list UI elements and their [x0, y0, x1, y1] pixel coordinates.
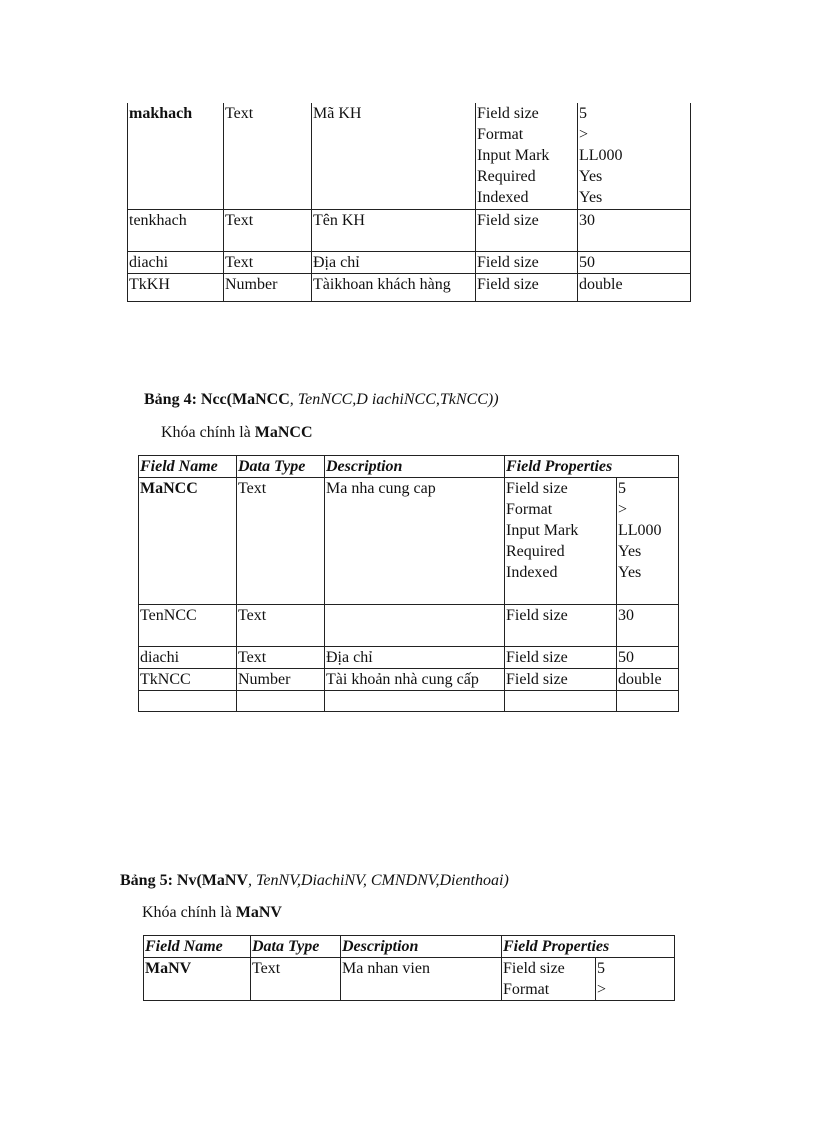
description-cell: Tài khoản nhà cung cấp: [325, 669, 505, 691]
property-name: Format: [503, 981, 550, 998]
property-names-cell: [505, 669, 617, 691]
property-value: 5: [597, 960, 605, 977]
data-type-cell: Text: [224, 251, 312, 273]
table-header-row: [144, 936, 675, 958]
property-names-cell: [502, 958, 596, 1001]
property-names-cell: [476, 251, 578, 273]
data-type-cell: Text: [237, 605, 325, 647]
description-cell: Ma nha cung cap: [325, 478, 505, 605]
header-description: Description: [341, 936, 502, 958]
header-data-type: Data Type: [237, 456, 325, 478]
header-field-properties: Field Properties: [502, 936, 675, 958]
property-name: Required: [477, 168, 536, 185]
property-name: Format: [506, 501, 553, 518]
primary-key-value: MaNV: [235, 904, 282, 921]
empty-cell: [505, 691, 617, 712]
property-value: 30: [618, 607, 634, 624]
field-name-cell: TkNCC: [139, 669, 237, 691]
field-name-cell: TkKH: [128, 273, 224, 301]
header-data-type: Data Type: [251, 936, 341, 958]
table-row: [139, 605, 679, 647]
primary-key-value: MaNCC: [254, 424, 313, 441]
property-name: Field size: [477, 105, 539, 122]
description-cell: Ma nhan vien: [341, 958, 502, 1001]
description-cell: Địa chỉ: [312, 251, 476, 273]
table5-caption-attributes: , TenNV,DiachiNV, CMNDNV,Dienthoai): [248, 872, 509, 889]
property-name: Indexed: [506, 564, 558, 581]
description-cell: Địa chỉ: [325, 647, 505, 669]
table-header-row: [139, 456, 679, 478]
table-row: [139, 669, 679, 691]
table-customer-fields: [127, 103, 691, 302]
description-cell: [325, 605, 505, 647]
data-type-cell: Number: [237, 669, 325, 691]
data-type-cell: Text: [224, 103, 312, 209]
table-row-empty: [139, 691, 679, 712]
property-values-cell: [578, 209, 691, 251]
table-employee-fields: [143, 935, 675, 1001]
property-values-cell: [578, 273, 691, 301]
property-value: double: [579, 275, 623, 293]
description-cell: Mã KH: [312, 103, 476, 209]
property-name: Field size: [506, 480, 568, 497]
header-field-properties: Field Properties: [505, 456, 679, 478]
description-cell: Tàikhoan khách hàng: [312, 273, 476, 301]
property-names-cell: [505, 605, 617, 647]
property-value: 30: [579, 211, 595, 229]
property-names-cell: [505, 478, 617, 605]
table5-caption-title: Bảng 5: Nv(MaNV: [120, 872, 248, 889]
property-names-cell: [476, 103, 578, 209]
table-supplier-fields: [138, 455, 679, 712]
table5-primary-key: [142, 904, 282, 922]
table4-primary-key: [161, 424, 313, 442]
property-values-cell: [617, 647, 679, 669]
property-names-cell: [505, 647, 617, 669]
property-names-cell: [476, 209, 578, 251]
header-field-name: Field Name: [139, 456, 237, 478]
field-name-cell: MaNCC: [139, 478, 237, 605]
property-name: Field size: [477, 275, 539, 293]
data-type-cell: Number: [224, 273, 312, 301]
property-value: 50: [618, 649, 634, 666]
property-name: Field size: [477, 211, 539, 229]
property-value: Yes: [618, 564, 642, 581]
property-value: Yes: [618, 543, 642, 560]
empty-cell: [325, 691, 505, 712]
property-name: Field size: [506, 649, 568, 666]
property-value: double: [618, 671, 662, 688]
property-name: Field size: [503, 960, 565, 977]
field-name-cell: makhach: [128, 103, 224, 209]
property-value: Yes: [579, 189, 603, 206]
property-value: 50: [579, 253, 595, 271]
property-names-cell: [476, 273, 578, 301]
primary-key-label: Khóa chính là: [161, 424, 255, 441]
field-name-cell: tenkhach: [128, 209, 224, 251]
table-row: [128, 103, 691, 209]
property-values-cell: [617, 669, 679, 691]
property-name: Required: [506, 543, 565, 560]
table-row: [139, 647, 679, 669]
property-value: 5: [579, 105, 587, 122]
property-value: Yes: [579, 168, 603, 185]
table4-caption: [144, 391, 499, 409]
field-name-cell: MaNV: [144, 958, 251, 1001]
property-values-cell: [578, 103, 691, 209]
primary-key-label: Khóa chính là: [142, 904, 236, 921]
data-type-cell: Text: [224, 209, 312, 251]
field-name-cell: diachi: [139, 647, 237, 669]
table4-caption-title: Bảng 4: Ncc(MaNCC: [144, 391, 290, 408]
empty-cell: [139, 691, 237, 712]
table-row: [128, 251, 691, 273]
table-row: [128, 273, 691, 301]
property-name: Field size: [506, 607, 568, 624]
table5-caption: [120, 872, 509, 890]
property-value: >: [597, 981, 607, 998]
property-value: >: [618, 501, 628, 518]
property-values-cell: [617, 478, 679, 605]
property-values-cell: [617, 605, 679, 647]
data-type-cell: Text: [237, 647, 325, 669]
empty-cell: [237, 691, 325, 712]
property-values-cell: [578, 251, 691, 273]
property-value: >: [579, 126, 589, 143]
property-name: Field size: [477, 253, 539, 271]
table-row: [128, 209, 691, 251]
empty-cell: [617, 691, 679, 712]
property-value: LL000: [579, 147, 623, 164]
property-name: Format: [477, 126, 524, 143]
header-description: Description: [325, 456, 505, 478]
property-value: 5: [618, 480, 626, 497]
data-type-cell: Text: [251, 958, 341, 1001]
field-name-cell: diachi: [128, 251, 224, 273]
table-row: [144, 958, 675, 1001]
property-name: Indexed: [477, 189, 529, 206]
data-type-cell: Text: [237, 478, 325, 605]
table-row: [139, 478, 679, 605]
table4-caption-attributes: , TenNCC,D iachiNCC,TkNCC)): [289, 391, 499, 408]
property-values-cell: [596, 958, 675, 1001]
property-name: Input Mark: [506, 522, 579, 539]
field-name-cell: TenNCC: [139, 605, 237, 647]
header-field-name: Field Name: [144, 936, 251, 958]
description-cell: Tên KH: [312, 209, 476, 251]
property-value: LL000: [618, 522, 662, 539]
property-name: Field size: [506, 671, 568, 688]
property-name: Input Mark: [477, 147, 550, 164]
